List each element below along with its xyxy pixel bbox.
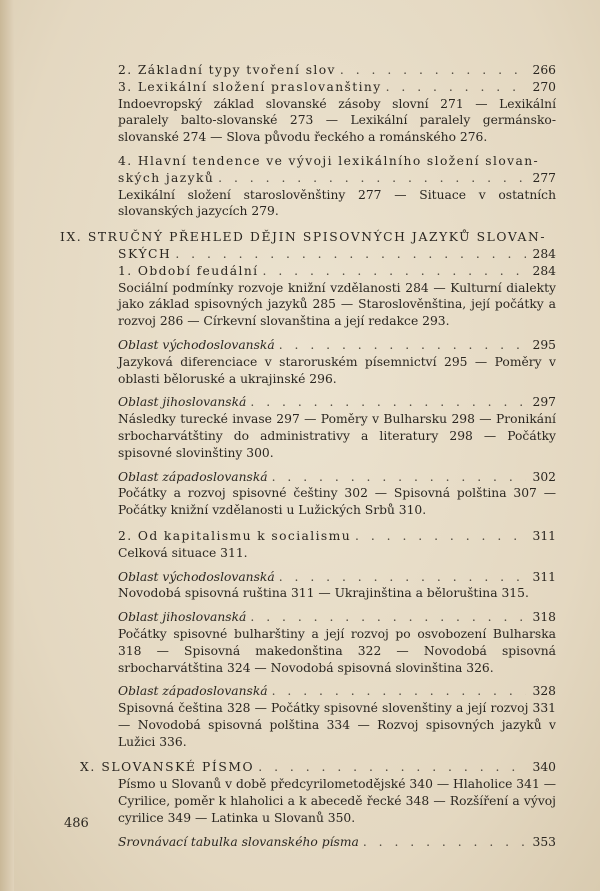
toc-description: Počátky a rozvoj spisovné češtiny 302 — Spisovná polština 307 — Počátky knižní vzdělanosti u Lužických Srbů 310. xyxy=(118,486,556,518)
leader-dots xyxy=(363,834,526,851)
toc-description: Lexikální složení staroslověnštiny 277 — Situace v ostatních slovanských jazycích 279. xyxy=(118,187,556,219)
toc-entry xyxy=(82,394,556,411)
toc-page: 340 xyxy=(532,760,556,775)
toc-entry xyxy=(82,170,556,187)
toc-description: Počátky spisovné bulharštiny a její rozvoj po osvobození Bulharska 318 — Spisovná makedonština 322 — Novodobá spisovná srbocharvátština 324 — Novodobá spisovná slovinština 326. xyxy=(118,626,556,675)
leader-dots xyxy=(175,246,526,263)
toc-entry xyxy=(82,246,556,263)
toc-label: 1. Období feudální xyxy=(118,263,259,278)
chapter-heading: X. SLOVANSKÉ PÍSMO xyxy=(80,760,255,775)
toc-label: Oblast jihoslovanská xyxy=(118,395,247,410)
chapter-heading: SKÝCH xyxy=(118,246,172,261)
toc-label: 2. Základní typy tvoření slov xyxy=(118,63,336,77)
chapter-heading: IX. STRUČNÝ PŘEHLED DĚJIN SPISOVNÝCH JAZYKŮ SLOVAN- xyxy=(60,230,547,245)
toc-page: 353 xyxy=(532,834,556,849)
toc-page: 328 xyxy=(532,684,556,699)
toc-entry xyxy=(82,337,556,354)
leader-dots xyxy=(386,79,526,96)
toc-page: 311 xyxy=(532,569,556,584)
toc-entry xyxy=(82,609,556,626)
toc-page: 311 xyxy=(532,528,556,543)
leader-dots xyxy=(279,337,526,354)
leader-dots xyxy=(272,683,526,700)
leader-dots xyxy=(250,609,526,626)
toc-page: 270 xyxy=(532,79,556,94)
toc-entry xyxy=(82,683,556,700)
toc-page: 295 xyxy=(532,337,556,352)
toc-entry xyxy=(82,528,556,545)
page-number: 486 xyxy=(64,816,89,831)
toc-label: Oblast západoslovanská xyxy=(118,469,268,484)
toc-page: 302 xyxy=(532,469,556,484)
page-edge xyxy=(0,0,14,891)
toc-description: Celková situace 311. xyxy=(118,545,248,560)
leader-dots xyxy=(250,394,526,411)
toc-label: Oblast jihoslovanská xyxy=(118,610,247,625)
toc-page: 284 xyxy=(532,263,556,278)
toc-description: Indoevropský základ slovanské zásoby slovní 271 — Lexikální paralely balto-slovanské 273 — Lexikální paralely germánsko-slovanské 274 — Slova původu řeckého a románského 276. xyxy=(118,96,556,145)
toc-description: Novodobá spisovná ruština 311 — Ukrajinština a běloruština 315. xyxy=(118,586,529,601)
toc-entry xyxy=(80,759,556,776)
toc-label: Srovnávací tabulka slovanského písma xyxy=(118,834,359,849)
toc-page: 266 xyxy=(532,63,556,77)
toc-description: Sociální podmínky rozvoje knižní vzdělanosti 284 — Kulturní dialekty jako základ spisovných jazyků 285 — Staroslověnština, její počátky a rozvoj 286 — Církevní slovanština a její redakce 293. xyxy=(118,280,556,329)
leader-dots xyxy=(218,170,526,187)
toc-entry xyxy=(82,79,556,96)
leader-dots xyxy=(279,569,526,586)
toc-label: Oblast západoslovanská xyxy=(118,684,268,699)
toc-entry xyxy=(82,569,556,586)
toc-label: 2. Od kapitalismu k socialismu xyxy=(118,528,352,543)
toc-label: 4. Hlavní tendence ve vývoji lexikálního složení slovan- xyxy=(118,153,540,168)
toc-description: Písmo u Slovanů v době předcyrilometodějské 340 — Hlaholice 341 — Cyrilice, poměr k hlaholici a k abecedě řecké 348 — Rozšíření a vývoj cyrilice 349 — Latinka u Slovanů 350. xyxy=(118,777,556,825)
toc-page: 277 xyxy=(532,170,556,185)
toc-description: Spisovná čeština 328 — Počátky spisovné slovenštiny a její rozvoj 331 — Novodobá spisovná polština 334 — Rozvoj spisovných jazyků v Lužici 336. xyxy=(118,701,556,749)
leader-dots xyxy=(263,263,526,280)
leader-dots xyxy=(258,759,526,776)
leader-dots xyxy=(355,528,526,545)
toc-label: 3. Lexikální složení praslovanštiny xyxy=(118,79,382,94)
toc-page: 318 xyxy=(532,610,556,625)
toc-label: Oblast východoslovanská xyxy=(118,337,275,352)
toc-description: Následky turecké invase 297 — Poměry v Bulharsku 298 — Pronikání srbocharvátštiny do administrativy a literatury 298 — Počátky spisovné slovinštiny 300. xyxy=(118,412,556,460)
toc-entry xyxy=(82,834,556,851)
toc-label: ských jazyků xyxy=(118,170,215,185)
toc-page: 284 xyxy=(532,246,556,261)
toc-entry xyxy=(82,263,556,280)
toc-entry xyxy=(82,62,556,79)
toc-label: Oblast východoslovanská xyxy=(118,569,275,584)
leader-dots xyxy=(272,469,526,486)
leader-dots xyxy=(340,62,526,79)
toc-entry xyxy=(82,469,556,486)
toc-page: 297 xyxy=(532,395,556,410)
toc-description: Jazyková diferenciace v staroruském písemnictví 295 — Poměry v oblasti běloruské a ukrajinské 296. xyxy=(118,354,556,386)
